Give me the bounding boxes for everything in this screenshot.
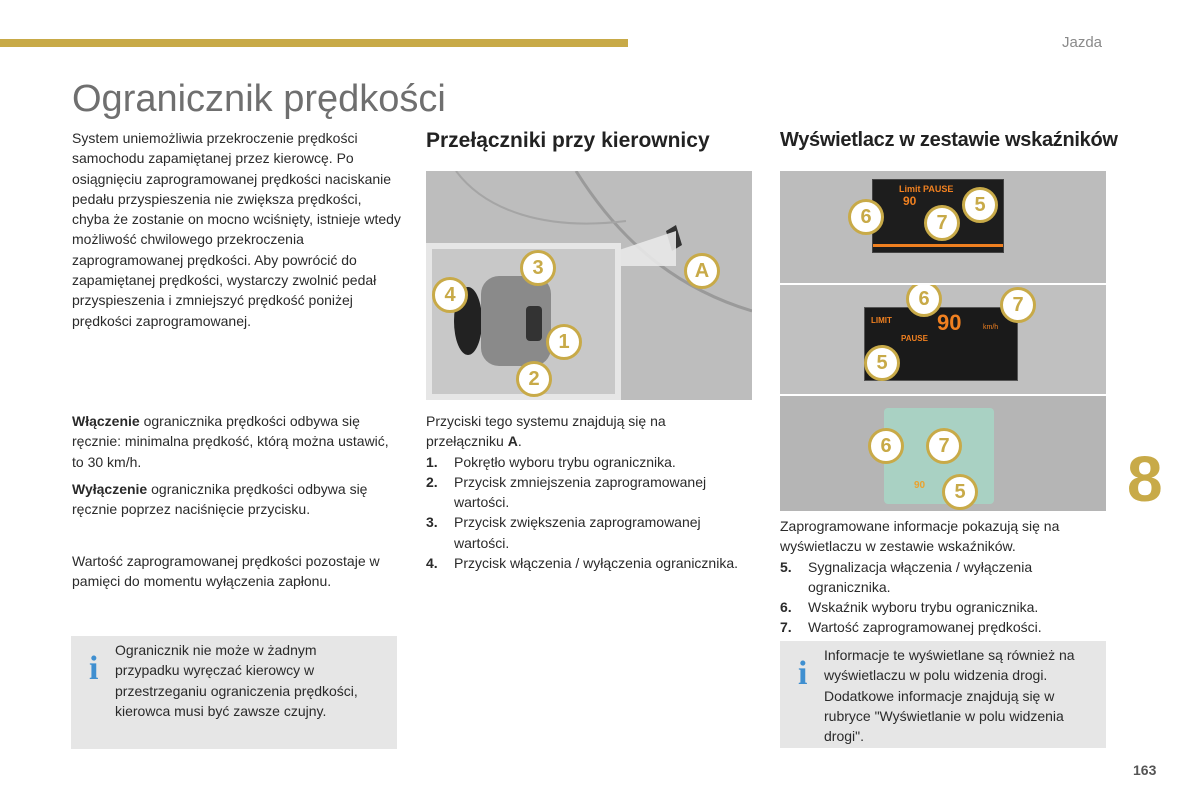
list-item — [780, 617, 1100, 637]
switches-list — [426, 452, 746, 574]
list-item-text: Przycisk zmniejszenia zaprogramowanej wartości. — [454, 473, 707, 511]
display-intro: Zaprogramowane informacje pokazują się na wyświetlaczu w zestawie wskaźników. — [780, 518, 1060, 555]
display-list — [780, 557, 1100, 638]
section-label: Jazda — [1062, 34, 1103, 51]
info-icon: i — [798, 655, 808, 692]
hud-speed: 90 — [914, 480, 926, 491]
deactivation-paragraph — [72, 479, 402, 520]
steering-switch-illustration — [426, 171, 752, 400]
head-up-display-illustration — [780, 396, 1106, 511]
deactivation-bold: Wyłączenie — [72, 481, 148, 497]
display-pause: PAUSE — [901, 334, 928, 343]
display-speed: 90 — [903, 194, 917, 208]
heading-switches: Przełączniki przy kierownicy — [426, 129, 710, 152]
badge-6: 6 — [906, 285, 942, 317]
list-item — [780, 557, 1100, 598]
badge-1: 1 — [546, 324, 582, 360]
list-item-text: Sygnalizacja włączenia / wyłączenia ogranicznika. — [808, 558, 1033, 595]
display-unit: km/h — [983, 324, 999, 331]
display-illustration-2 — [780, 285, 1106, 394]
activation-paragraph — [72, 411, 402, 472]
display-speed-large: 90 — [937, 310, 962, 335]
list-item — [780, 597, 1100, 617]
display-limit-label: LIMIT — [871, 316, 892, 325]
info-box-left — [71, 636, 397, 749]
page-number: 163 — [1133, 762, 1157, 778]
list-item — [426, 512, 746, 553]
badge-7: 7 — [926, 428, 962, 464]
switches-intro-end: . — [517, 433, 522, 450]
list-item — [426, 452, 746, 472]
display-illustration-1 — [780, 171, 1106, 283]
info-box-right — [780, 641, 1106, 748]
info-icon: i — [89, 650, 99, 687]
badge-5: 5 — [942, 474, 978, 510]
list-item-number: 3. — [426, 514, 438, 531]
display-bar — [873, 244, 1003, 247]
heading-display: Wyświetlacz w zestawie wskaźników — [780, 129, 1118, 151]
badge-7: 7 — [1000, 287, 1036, 323]
badge-5: 5 — [962, 187, 998, 223]
badge-3: 3 — [520, 250, 556, 286]
list-item — [426, 553, 746, 573]
list-item-number: 6. — [780, 599, 792, 616]
list-item-text: Przycisk zwiększenia zaprogramowanej wartości. — [454, 514, 701, 551]
list-item-text: Wartość zaprogramowanej prędkości. — [808, 619, 1042, 636]
memory-paragraph: Wartość zaprogramowanej prędkości pozostaje w pamięci do momentu wyłączenia zapłonu. — [72, 553, 380, 590]
header-rule — [0, 39, 628, 47]
badge-4: 4 — [432, 277, 468, 313]
activation-bold: Włączenie — [72, 413, 140, 429]
list-item-number: 1. — [426, 453, 438, 470]
display-limit-pause: Limit PAUSE — [899, 184, 954, 194]
list-item-number: 7. — [780, 619, 792, 636]
badge-5: 5 — [864, 345, 900, 381]
info-text-right: Informacje te wyświetlane są również na wyświetlaczu w polu widzenia drogi. Dodatkowe informacje znajdują się w rubryce "Wyświetlanie w polu widzenia drogi". — [824, 647, 1075, 745]
intro-text: System uniemożliwia przekroczenie prędkości samochodu zapamiętanej przez kierowcę. Po osiągnięciu zaprogramowanej prędkości naciskanie pedału przyspieszenia nie zwiększa prędkości, chyba że zostanie on mocno wciśnięty, istnieje wtedy możliwość chwilowego przekroczenia zaprogramowanej prędkości. Aby powrócić do zapamiętanej prędkości, wystarczy zwolnić pedał przyspieszenia i zmniejszyć prędkość poniżej prędkości zaprogramowanej. — [72, 130, 401, 329]
switches-description — [426, 411, 746, 573]
list-item-text: Przycisk włączenia / wyłączenia ogranicznika. — [454, 555, 738, 572]
display-description — [780, 516, 1100, 638]
switch-a-label: A — [507, 433, 518, 450]
list-item-number: 4. — [426, 555, 438, 572]
info-text-left: Ogranicznik nie może w żadnym przypadku wyręczać kierowcy w przestrzeganiu ograniczenia prędkości, kierowca musi być zawsze czujny. — [115, 642, 358, 719]
page-title: Ogranicznik prędkości — [72, 78, 446, 120]
list-item-text: Pokrętło wyboru trybu ogranicznika. — [454, 453, 676, 470]
list-item-number: 5. — [780, 558, 792, 575]
list-item-number: 2. — [426, 473, 438, 490]
activation-text: ogranicznika prędkości odbywa się ręcznie: minimalna prędkość, którą można ustawić, to 30 km/h. — [72, 413, 389, 470]
badge-6: 6 — [848, 199, 884, 235]
badge-6: 6 — [868, 428, 904, 464]
intro-paragraph — [72, 128, 402, 331]
badge-7: 7 — [924, 205, 960, 241]
switches-intro — [426, 411, 746, 452]
badge-2: 2 — [516, 361, 552, 397]
switches-intro-text: Przyciski tego systemu znajdują się na przełączniku — [426, 413, 666, 450]
badge-a: A — [684, 253, 720, 289]
list-item — [426, 472, 746, 513]
chapter-number: 8 — [1127, 443, 1163, 515]
deactivation-text: ogranicznika prędkości odbywa się ręcznie poprzez naciśnięcie przycisku. — [72, 481, 368, 518]
list-item-text: Wskaźnik wyboru trybu ogranicznika. — [808, 599, 1039, 616]
